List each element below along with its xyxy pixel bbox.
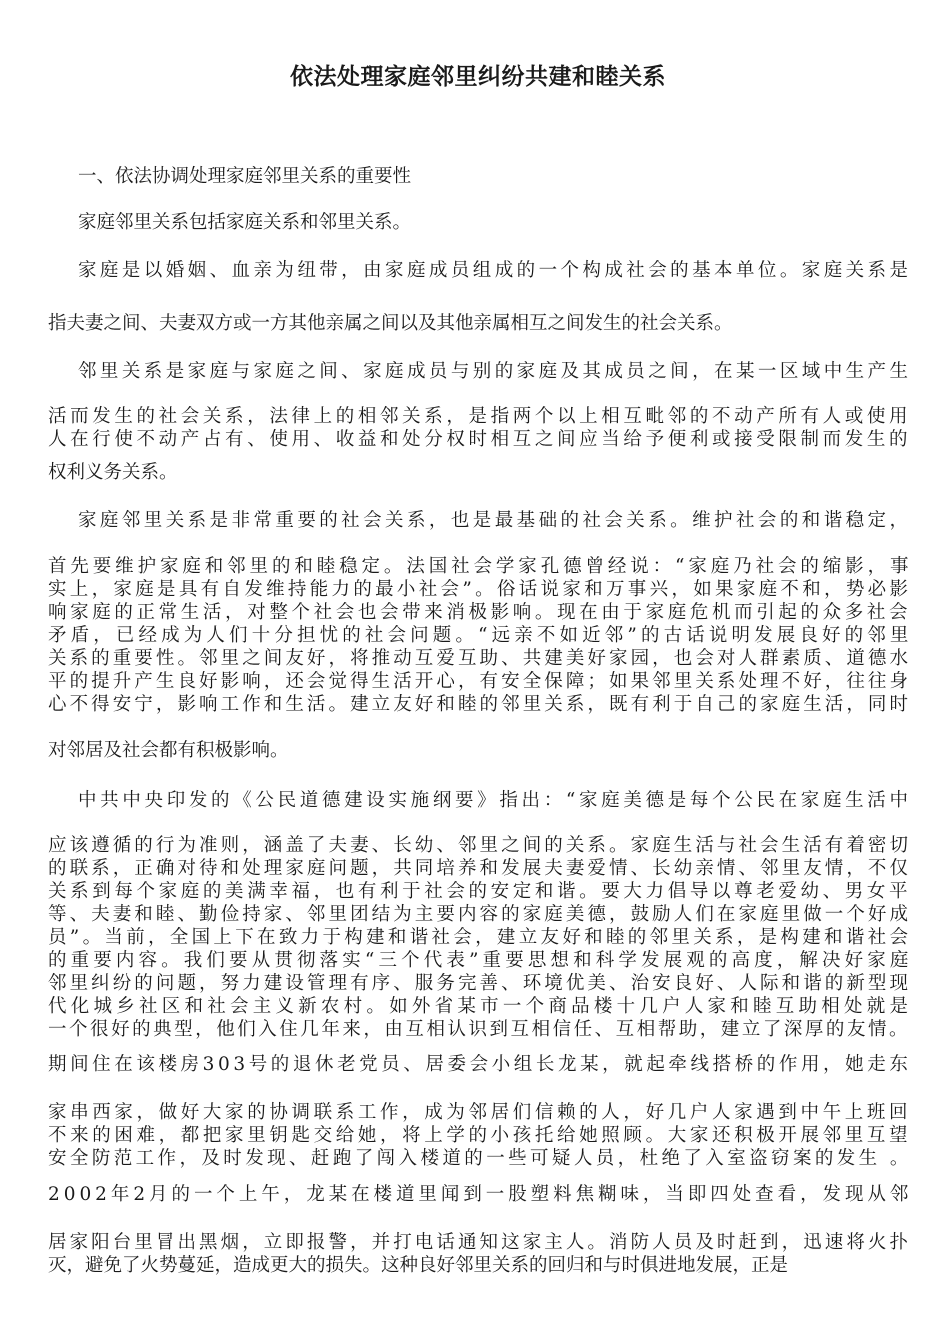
text-line: 期间住在该楼房303号的退休老党员、居委会小组长龙某，就起牵线搭桥的作用，她走东	[48, 1054, 912, 1075]
text-line: 的重要内容。我们要从贯彻落实“三个代表”重要思想和科学发展观的高度，解决好家庭	[48, 950, 913, 971]
text-line: 安全防范工作，及时发现、赶跑了闯入楼道的一些可疑人员，杜绝了入室盗窃案的发生 。	[48, 1148, 912, 1169]
text-line: 实上，家庭是具有自发维持能力的最小社会”。俗话说家和万事兴，如果家庭不和，势必影	[48, 579, 912, 600]
text-line: 家庭是以婚姻、血亲为纽带，由家庭成员组成的一个构成社会的基本单位。家庭关系是	[78, 260, 912, 281]
text-line: 对邻居及社会都有积极影响。	[48, 740, 289, 761]
text-line: 居家阳台里冒出黑烟，立即报警，并打电话通知这家主人。消防人员及时赶到，迅速将火扑	[48, 1232, 912, 1253]
text-line: 关系的重要性。邻里之间友好，将推动互爱互助、共建美好家园，也会对人群素质、道德水	[48, 648, 912, 669]
text-line: 一、依法协调处理家庭邻里关系的重要性	[78, 166, 412, 187]
text-line: 中共中央印发的《公民道德建设实施纲要》指出：“家庭美德是每个公民在家庭生活中	[78, 790, 912, 811]
document-title: 依法处理家庭邻里纠纷共建和睦关系	[290, 64, 666, 90]
text-line: 关系到每个家庭的美满幸福，也有利于社会的安定和谐。要大力倡导以尊老爱幼、男女平	[48, 881, 912, 902]
text-line: 代化城乡社区和社会主义新农村。如外省某市一个商品楼十几户人家和睦互助相处就是	[48, 996, 913, 1017]
text-line: 首先要维护家庭和邻里的和睦稳定。法国社会学家孔德曾经说：“家庭乃社会的缩影，事	[48, 556, 913, 577]
text-line: 的联系，正确对待和处理家庭问题，共同培养和发展夫妻爱情、长幼亲情、邻里友情，不仅	[48, 858, 912, 879]
text-line: 响家庭的正常生活，对整个社会也会带来消极影响。现在由于家庭危机而引起的众多社会	[48, 602, 912, 623]
text-line: 灭，避免了火势蔓延，造成更大的损失。这种良好邻里关系的回归和与时俱进地发展，正是	[48, 1255, 789, 1276]
text-line: 一个很好的典型，他们入住几年来，由互相认识到互相信任、互相帮助，建立了深厚的友情。	[48, 1019, 911, 1040]
text-line: 心不得安宁，影响工作和生活。建立友好和睦的邻里关系，既有利于自己的家庭生活，同时	[48, 694, 912, 715]
text-line: 矛盾，已经成为人们十分担忧的社会问题。“远亲不如近邻”的古话说明发展良好的邻里	[48, 625, 913, 646]
text-line: 活而发生的社会关系，法律上的相邻关系，是指两个以上相互毗邻的不动产所有人或使用	[48, 406, 912, 427]
text-line: 权利义务关系。	[48, 462, 178, 483]
text-line: 等、夫妻和睦、勤俭持家、邻里团结为主要内容的家庭美德，鼓励人们在家庭里做一个好成	[48, 904, 912, 925]
text-line: 邻里关系是家庭与家庭之间、家庭成员与别的家庭及其成员之间，在某一区域中生产生	[78, 361, 912, 382]
text-line: 家庭邻里关系是非常重要的社会关系，也是最基础的社会关系。维护社会的和谐稳定，	[78, 510, 912, 531]
text-line: 员”。当前，全国上下在致力于构建和谐社会，建立友好和睦的邻里关系，是构建和谐社会	[48, 927, 912, 948]
text-line: 应该遵循的行为准则，涵盖了夫妻、长幼、邻里之间的关系。家庭生活与社会生活有着密切	[48, 835, 912, 856]
text-line: 家串西家，做好大家的协调联系工作，成为邻居们信赖的人，好几户人家遇到中午上班回	[48, 1102, 912, 1123]
text-line: 邻里纠纷的问题，努力建设管理有序、服务完善、环境优美、治安良好、人际和谐的新型现	[48, 973, 912, 994]
text-line: 指夫妻之间、夫妻双方或一方其他亲属之间以及其他亲属相互之间发生的社会关系。	[48, 313, 733, 334]
text-line: 2002年2月的一个上午，龙某在楼道里闻到一股塑料焦糊味，当即四处查看，发现从邻	[48, 1184, 913, 1205]
text-line: 人在行使不动产占有、使用、收益和处分权时相互之间应当给予便利或接受限制而发生的	[48, 429, 912, 450]
text-line: 平的提升产生良好影响，还会觉得生活开心，有安全保障；如果邻里关系处理不好，往往身	[48, 671, 912, 692]
text-line: 家庭邻里关系包括家庭关系和邻里关系。	[78, 212, 412, 233]
text-line: 不来的困难，都把家里钥匙交给她，将上学的小孩托给她照顾。大家还积极开展邻里互望	[48, 1125, 912, 1146]
